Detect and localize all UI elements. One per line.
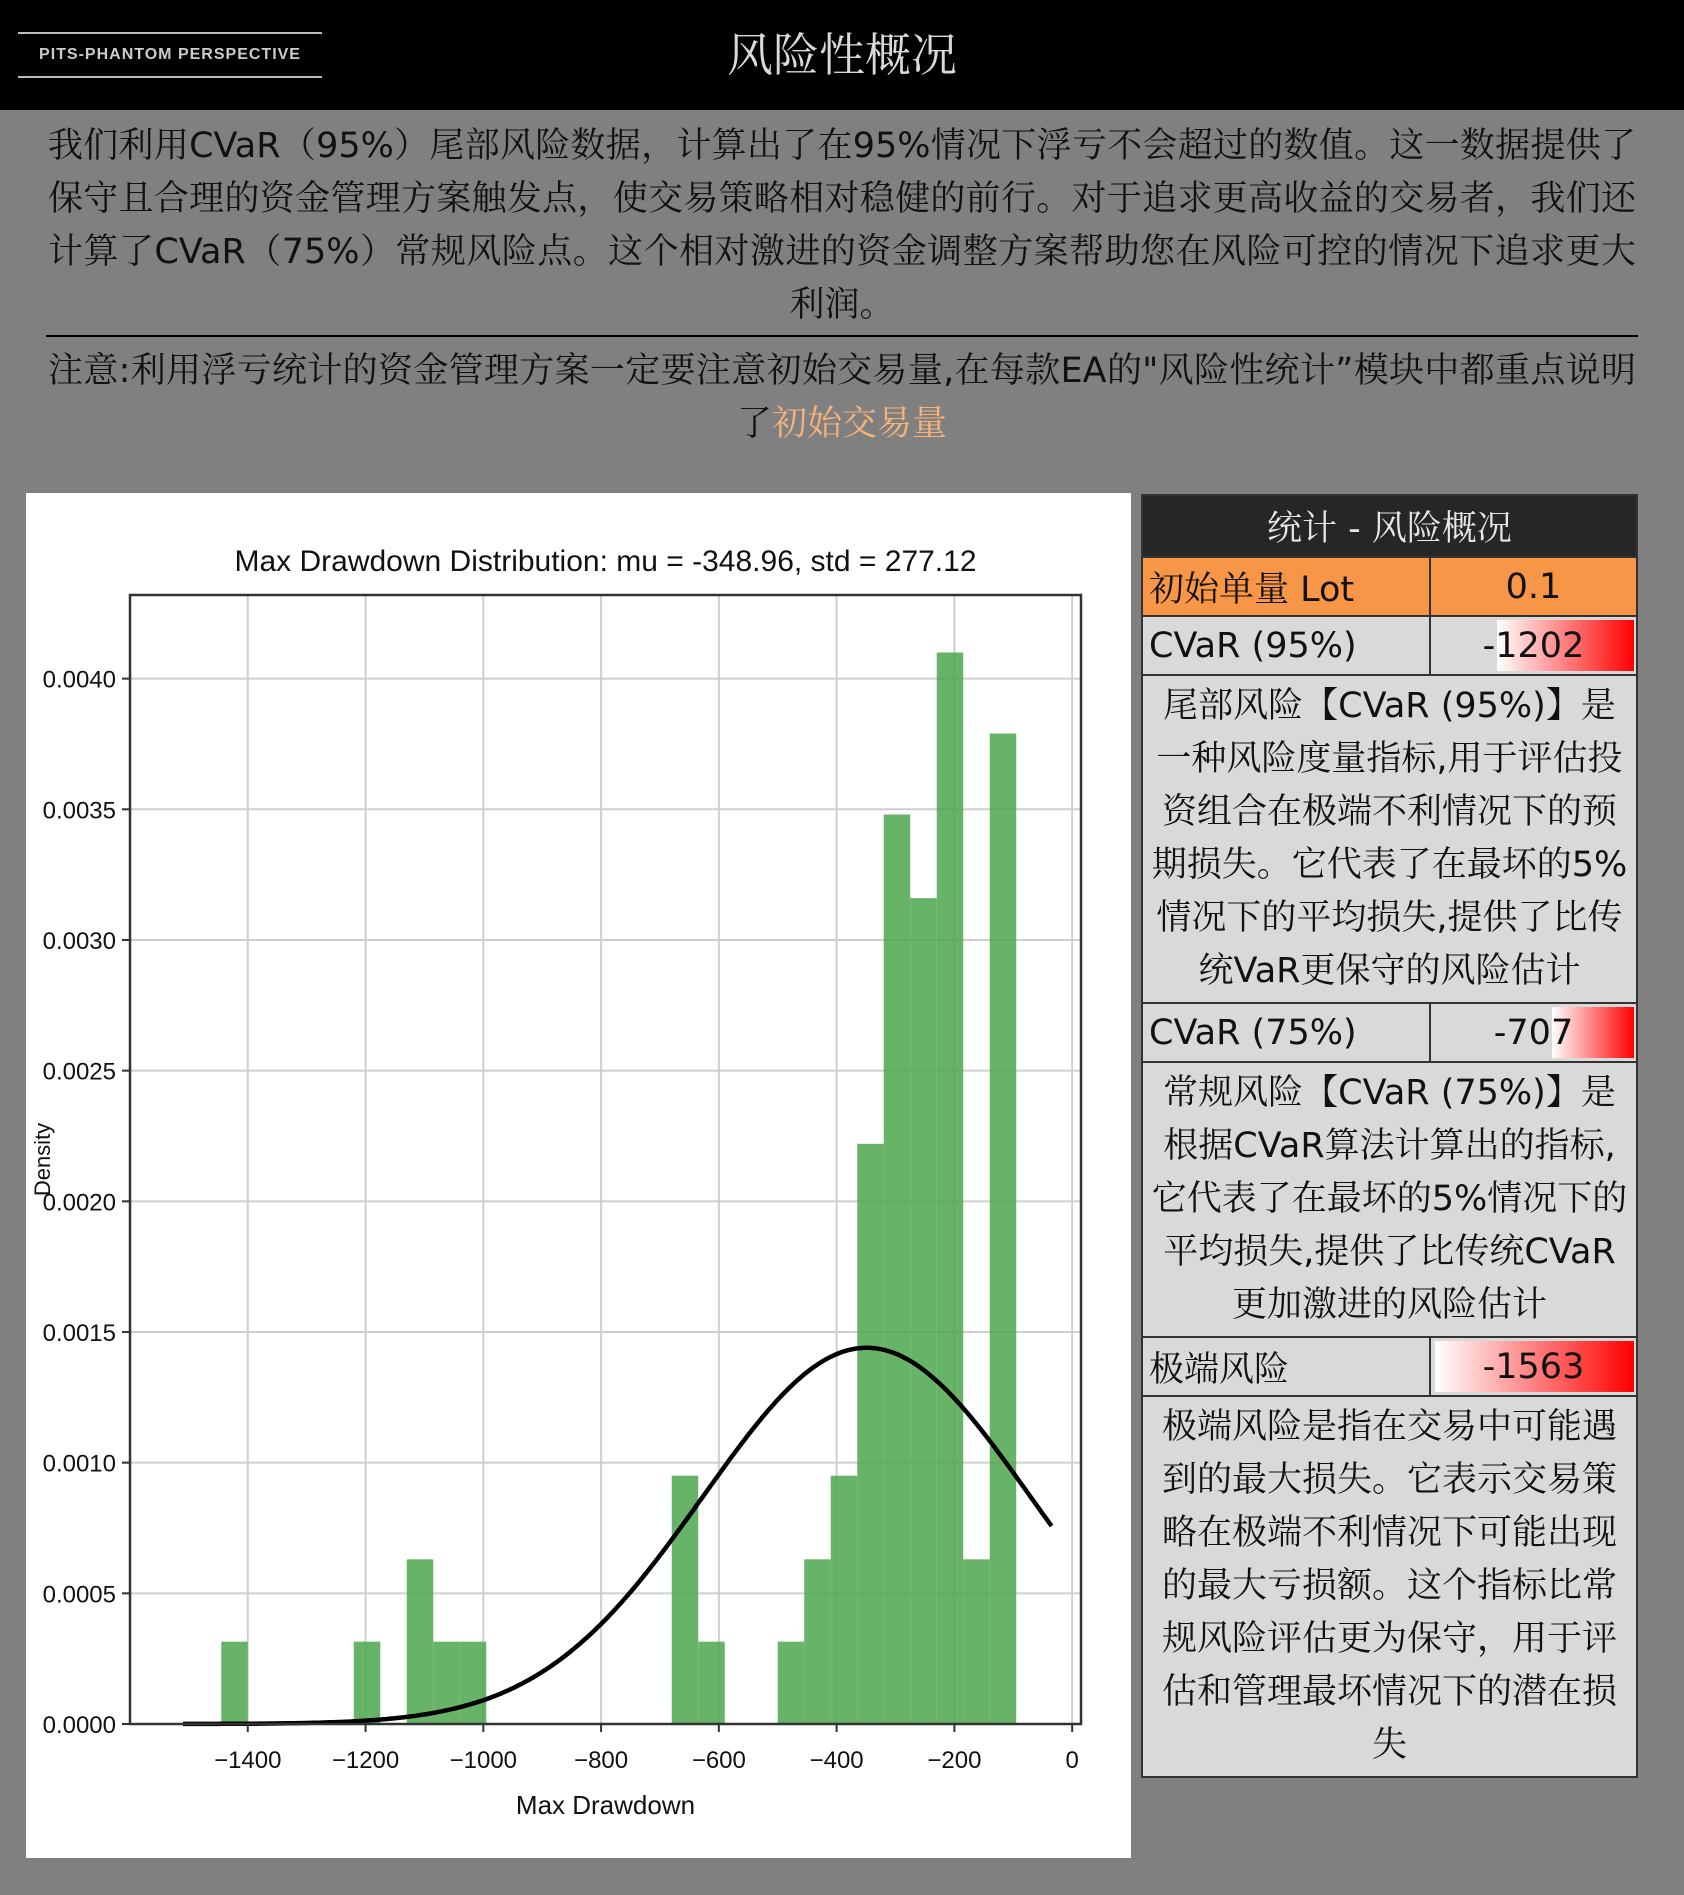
y-tick-label: 0.0035 [42, 797, 116, 825]
histogram-bar [963, 1559, 989, 1724]
lot-value: 0.1 [1430, 557, 1637, 616]
histogram-bar [831, 1476, 857, 1724]
page-title: 风险性概况 [727, 28, 957, 82]
histogram-bar [778, 1642, 804, 1724]
y-tick-label: 0.0015 [42, 1319, 116, 1347]
cvar75-row [1142, 1003, 1637, 1062]
y-tick-label: 0.0020 [42, 1189, 116, 1217]
y-tick-label: 0.0005 [42, 1581, 116, 1609]
risk-stats-table [1141, 494, 1638, 1778]
x-tick-label: −1000 [449, 1747, 518, 1774]
stats-header-row [1142, 495, 1637, 557]
cvar75-desc-row [1142, 1062, 1637, 1337]
cvar75-description: 常规风险【CVaR (75%)】是根据CVaR算法计算出的指标,它代表了在最坏的5%情况下的平均损失,提供了比传统CVaR更加激进的风险估计 [1142, 1062, 1637, 1337]
cvar95-cell [1430, 616, 1637, 675]
lot-row [1142, 557, 1637, 616]
histogram-bar [804, 1559, 830, 1724]
chart-panel [26, 493, 1131, 1858]
histogram-bar [221, 1642, 247, 1724]
histogram-bar [990, 734, 1016, 1724]
intro-paragraph: 我们利用CVaR（95%）尾部风险数据，计算出了在95%情况下浮亏不会超过的数值。这一数据提供了保守且合理的资金管理方案触发点，使交易策略相对稳健的前行。对于追求更高收益的交易者，我们还计算了CVaR（75%）常规风险点。这个相对激进的资金调整方案帮助您在风险可控的情况下追求更大利润。 [48, 126, 1636, 325]
histogram-bar [354, 1642, 380, 1724]
y-tick-label: 0.0025 [42, 1058, 116, 1086]
x-tick-label: −800 [574, 1747, 629, 1774]
chart-title: Max Drawdown Distribution: mu = -348.96, std = 277.12 [234, 545, 977, 578]
extreme-value: -1563 [1482, 1346, 1585, 1387]
histogram-bar [937, 652, 963, 1724]
y-tick-label: 0.0010 [42, 1450, 116, 1478]
x-axis-label: Max Drawdown [515, 1790, 696, 1820]
cvar95-description: 尾部风险【CVaR (95%)】是一种风险度量指标,用于评估投资组合在极端不利情况下的预期损失。它代表了在最坏的5%情况下的平均损失,提供了比传统VaR更保守的风险估计 [1142, 675, 1637, 1003]
cvar95-label: CVaR (95%) [1142, 616, 1430, 675]
histogram-bar [460, 1642, 486, 1724]
cvar75-value: -707 [1493, 1012, 1574, 1053]
cvar95-desc-row [1142, 675, 1637, 1003]
extreme-label: 极端风险 [1142, 1337, 1430, 1396]
x-tick-label: −1400 [214, 1747, 282, 1774]
y-tick-label: 0.0040 [42, 666, 116, 694]
x-tick-label: 0 [1065, 1747, 1079, 1774]
cvar95-row [1142, 616, 1637, 675]
histogram-bar [857, 1144, 883, 1724]
histogram-bar [407, 1559, 433, 1724]
x-tick-label: −600 [691, 1747, 746, 1774]
x-tick-label: −1200 [331, 1747, 400, 1774]
note-paragraph [48, 345, 1636, 451]
stats-header: 统计 - 风险概况 [1142, 495, 1637, 557]
note-text: 注意:利用浮亏统计的资金管理方案一定要注意初始交易量,在每款EA的"风险性统计”模块中都重点说明了 [48, 351, 1636, 444]
histogram-bar [672, 1476, 698, 1724]
cvar95-value: -1202 [1482, 625, 1585, 666]
note-highlight: 初始交易量 [772, 404, 948, 444]
lot-label: 初始单量 Lot [1142, 557, 1430, 616]
y-tick-label: 0.0000 [42, 1712, 116, 1739]
extreme-cell [1430, 1337, 1637, 1396]
cvar75-cell [1430, 1003, 1637, 1062]
header-bar [0, 0, 1684, 110]
brand-logo: PITS-PHANTOM PERSPECTIVE [18, 32, 322, 78]
cvar75-label: CVaR (75%) [1142, 1003, 1430, 1062]
extreme-row [1142, 1337, 1637, 1396]
extreme-desc-row [1142, 1396, 1637, 1777]
histogram-bar [910, 898, 936, 1724]
drawdown-histogram-chart [26, 493, 1131, 1858]
y-axis-label: Density [30, 1122, 55, 1197]
histogram-bar [698, 1642, 724, 1724]
extreme-description: 极端风险是指在交易中可能遇到的最大损失。它表示交易策略在极端不利情况下可能出现的最大亏损额。这个指标比常规风险评估更为保守，用于评估和管理最坏情况下的潜在损失 [1142, 1396, 1637, 1777]
divider [46, 335, 1638, 337]
histogram-bar [884, 815, 910, 1724]
x-tick-label: −400 [809, 1747, 864, 1774]
x-tick-label: −200 [927, 1747, 982, 1774]
y-tick-label: 0.0030 [42, 927, 116, 955]
